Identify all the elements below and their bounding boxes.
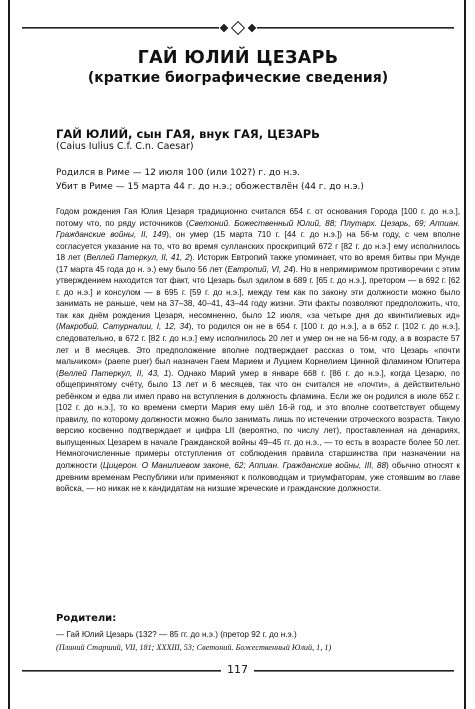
citation-text: Цицерон. О Манилиевом законе, 62; Аппиан. Гражданские войны, III, 88 <box>102 461 387 471</box>
citation-text: Светоний. Божественный Юлий, 88; Плутарх. Цезарь, 69; Аппиан. Гражданские войны, II, 149 <box>56 218 460 240</box>
biography-paragraph <box>56 206 460 495</box>
body-text-run: ). Историк Евтропий также упоминает, что во время битвы при Мунде (17 марта 45 года до н. э.) ему было 56 лет ( <box>56 253 460 274</box>
citation-text: Евтропий, VI, 24 <box>227 264 293 274</box>
parents-sources: (Плиний Старший, VII, 181; XXXIII, 53; Светоний. Божественный Юлий, 1, 1) <box>56 643 332 652</box>
person-name-heading: ГАЙ ЮЛИЙ, сын ГАЯ, внук ГАЯ, ЦЕЗАРЬ <box>56 127 320 141</box>
body-text-run: ), то родился он не в 654 г. [100 г. до н.э.], а в 652 г. [102 г. до н.э.], следовательно, в 672 г. [82 г. до н.э.] ему исполнилось 20 лет и умер он не на 56-м году, а в возрасте 57 лет и 8 месяцев. Это предположение вполне подтверждает рассказ о том, что Цезарь «почти мальчиком» (paene puer) был назначен Гаем Марием и Луцием Корнелием Цинной фламином Юпитера ( <box>56 322 461 378</box>
death-info: Убит в Риме — 15 марта 44 г. до н.э.; обожествлён (44 г. до н.э.) <box>56 182 364 192</box>
page-number: 117 <box>221 663 254 676</box>
body-text-run: ). Но в непримиримом противоречии с этим утверждением находится тот факт, что Цезарь был эдилом в 689 г. [65 г. до н.э.], претором — в 692 г. [62 г. до н.э.] и консулом — в 695 г. [59 г. до н.э.], между тем как по закону эти должности можно было занимать не раньше, чем на 37–38, 40–41, 43–44 году жизни. Эти факты позволяют предположить, что, так как днём рождения Цезаря, несомненно, было 12 июля, «за четыре дня до квинтилиевых ид» ( <box>56 264 460 332</box>
body-text-run: Годом рождения Гая Юлия Цезаря традиционно считался 654 г. от основания Города [100 г. до н.э.], потому что, по ряду источников ( <box>56 207 460 228</box>
person-name-latin: (Caius Iulius C.f. C.n. Caesar) <box>56 141 194 152</box>
body-text-run: ) обычно относят к древним временам Республики или применяют к полководцам и триумфаторам, уже стоявшим во главе войска, — но никак не к кандидатам на низшие жреческие и гражданские должности. <box>56 461 461 494</box>
body-text-run: ), он умер (15 марта 710 г. [44 г. до н.э.]) на 56-м году, с чем вполне согласуется указание на то, что во время сулланских проскрипций 672 г [82 г. до н.э.] ему исполнилось 18 лет ( <box>56 230 460 263</box>
body-text-run: ). Однако Марий умер в январе 668 г. [86 г. до н.э.], когда Цезарю, по общепринятому счёту, было 13 лет и 6 месяцев, так что он считался не «почти», а действительно ребёнком и едва ли имел право на вступления в должность фламина. Если же он родился в июле 652 г. [102 г. до н.э.], то ко времени смерти Мария ему шёл 16-й год, и это вполне соответствует общему правилу, по которому должности можно было занимать лишь по истечении отроческого возраста. Такую версию косвенно подтверждает и цифра LII (вероятно, по числу лет), проставленная на денариях, выпущенных Цезарем в начале Гражданской войны 49–45 гг. до н.э., — то есть в возрасте более 50 лет. Немногочисленные примеры отступления от соблюдения правила старшинства при назначении на должности ( <box>56 368 460 471</box>
page-subtitle: (краткие биографические сведения) <box>87 70 389 86</box>
page-border-left <box>8 0 10 709</box>
top-ornament <box>22 22 454 34</box>
citation-text: Веллей Патеркул, II, 43, 1 <box>58 368 169 378</box>
citation-text: Веллей Патеркул, II, 41, 2 <box>86 253 190 263</box>
parents-entry: — Гай Юлий Цезарь (132? — 85 гг. до н.э.) (претор 92 г. до н.э.) <box>56 630 297 639</box>
birth-info: Родился в Риме — 12 июля 100 (или 102?) г. до н.э. <box>56 168 301 178</box>
citation-text: Макробий. Сатурналии, I, 12, 34 <box>58 322 189 332</box>
page-border-right <box>464 0 466 709</box>
page-number-wrap <box>0 663 475 676</box>
parents-heading: Родители: <box>56 613 117 624</box>
page-title: ГАЙ ЮЛИЙ ЦЕЗАРЬ <box>137 48 339 68</box>
